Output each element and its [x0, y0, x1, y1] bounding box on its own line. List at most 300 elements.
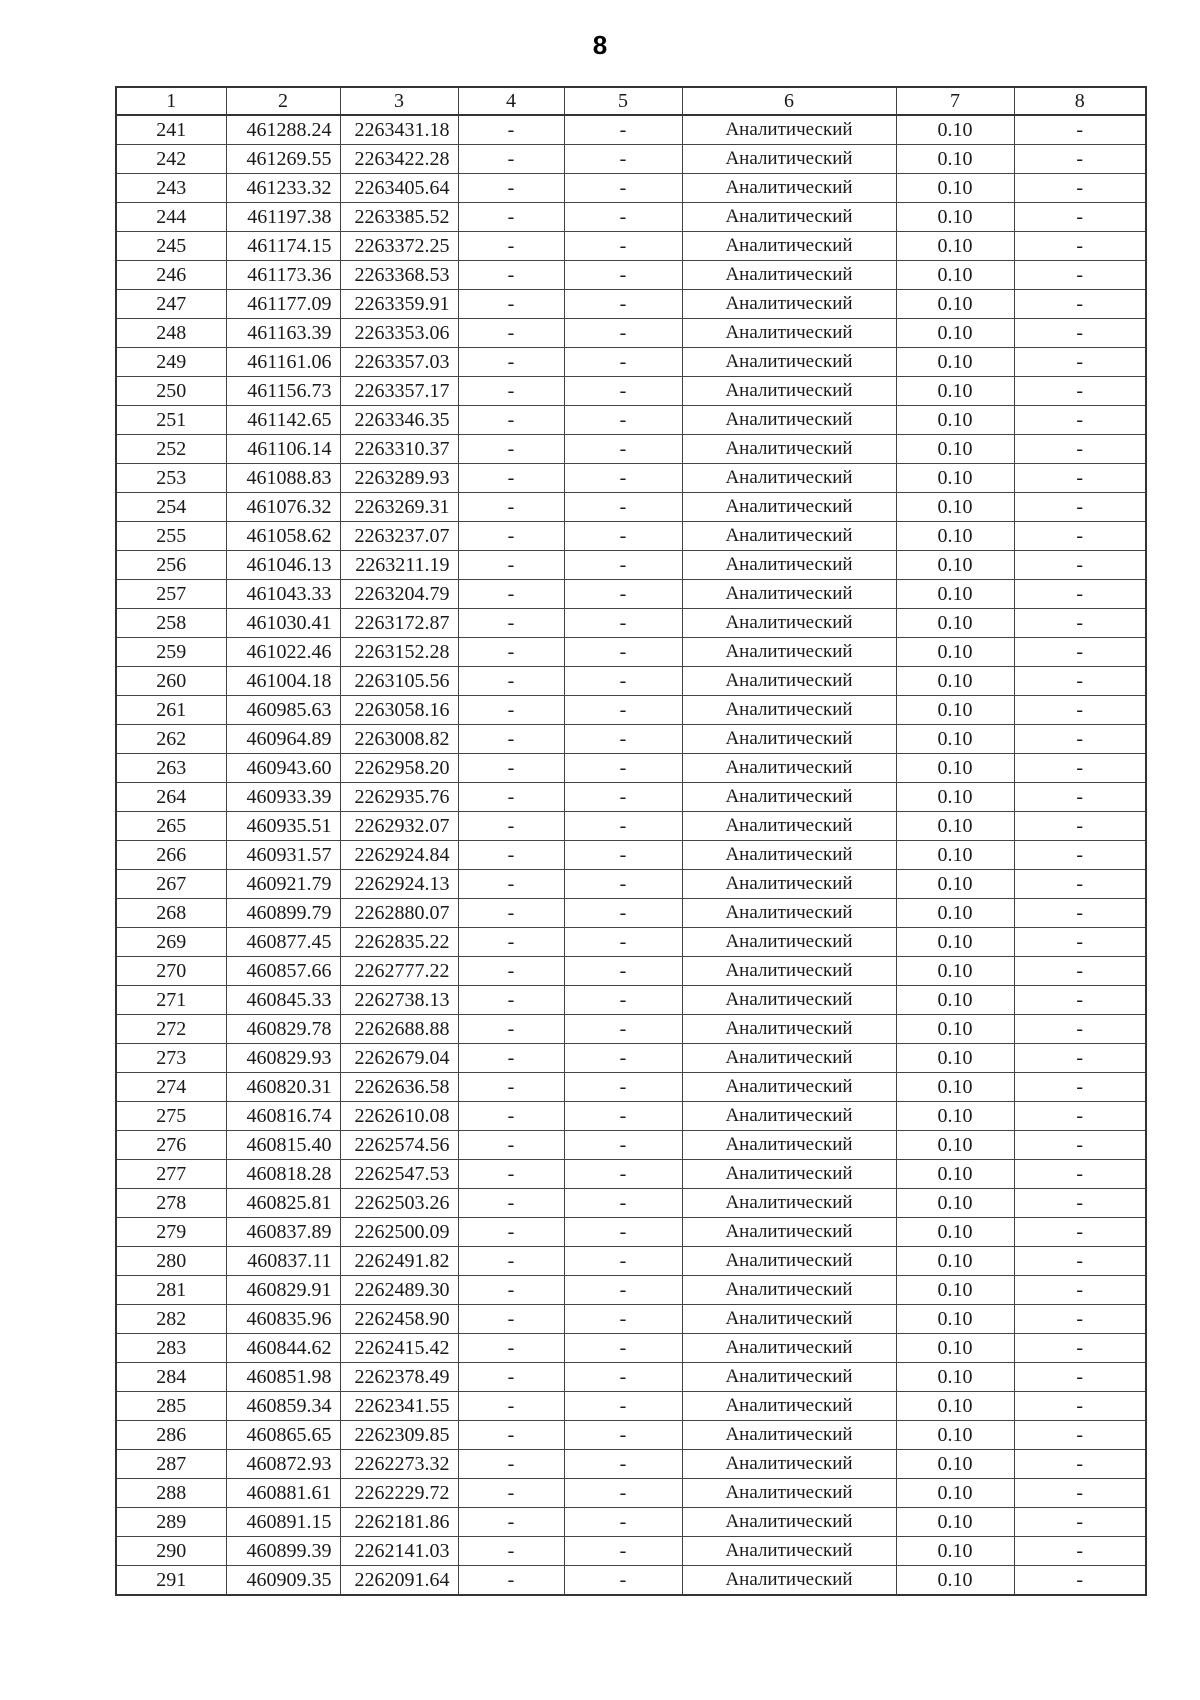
accuracy-cell: 0.10	[896, 609, 1014, 638]
table-row	[116, 783, 1146, 812]
column-4-cell: -	[458, 957, 564, 986]
column-4-cell: -	[458, 667, 564, 696]
y-coordinate-cell: 2263289.93	[340, 464, 458, 493]
column-4-cell: -	[458, 1160, 564, 1189]
column-8-cell: -	[1014, 1479, 1146, 1508]
accuracy-cell: 0.10	[896, 812, 1014, 841]
y-coordinate-cell: 2263346.35	[340, 406, 458, 435]
point-number-cell: 283	[116, 1334, 226, 1363]
table-row	[116, 1218, 1146, 1247]
method-cell: Аналитический	[682, 725, 896, 754]
table-row	[116, 957, 1146, 986]
column-4-cell: -	[458, 1247, 564, 1276]
column-4-cell: -	[458, 783, 564, 812]
accuracy-cell: 0.10	[896, 1073, 1014, 1102]
y-coordinate-cell: 2263353.06	[340, 319, 458, 348]
column-5-cell: -	[564, 1305, 682, 1334]
point-number-cell: 290	[116, 1537, 226, 1566]
column-5-cell: -	[564, 522, 682, 551]
y-coordinate-cell: 2262091.64	[340, 1566, 458, 1596]
column-5-cell: -	[564, 1247, 682, 1276]
table-row	[116, 493, 1146, 522]
point-number-cell: 264	[116, 783, 226, 812]
table-row	[116, 232, 1146, 261]
y-coordinate-cell: 2263422.28	[340, 145, 458, 174]
table-row	[116, 115, 1146, 145]
column-4-cell: -	[458, 1044, 564, 1073]
x-coordinate-cell: 460921.79	[226, 870, 340, 899]
column-8-cell: -	[1014, 174, 1146, 203]
column-8-cell: -	[1014, 232, 1146, 261]
point-number-cell: 269	[116, 928, 226, 957]
column-8-cell: -	[1014, 754, 1146, 783]
accuracy-cell: 0.10	[896, 725, 1014, 754]
y-coordinate-cell: 2263058.16	[340, 696, 458, 725]
x-coordinate-cell: 461173.36	[226, 261, 340, 290]
table-row	[116, 725, 1146, 754]
x-coordinate-cell: 460881.61	[226, 1479, 340, 1508]
column-8-cell: -	[1014, 464, 1146, 493]
column-5-cell: -	[564, 754, 682, 783]
method-cell: Аналитический	[682, 1392, 896, 1421]
column-5-cell: -	[564, 435, 682, 464]
method-cell: Аналитический	[682, 1044, 896, 1073]
method-cell: Аналитический	[682, 522, 896, 551]
accuracy-cell: 0.10	[896, 841, 1014, 870]
point-number-cell: 273	[116, 1044, 226, 1073]
y-coordinate-cell: 2262880.07	[340, 899, 458, 928]
accuracy-cell: 0.10	[896, 870, 1014, 899]
y-coordinate-cell: 2263237.07	[340, 522, 458, 551]
column-5-cell: -	[564, 841, 682, 870]
accuracy-cell: 0.10	[896, 377, 1014, 406]
table-row	[116, 754, 1146, 783]
column-4-cell: -	[458, 1189, 564, 1218]
x-coordinate-cell: 460935.51	[226, 812, 340, 841]
x-coordinate-cell: 460829.91	[226, 1276, 340, 1305]
column-8-cell: -	[1014, 870, 1146, 899]
method-cell: Аналитический	[682, 261, 896, 290]
column-5-cell: -	[564, 1218, 682, 1247]
method-cell: Аналитический	[682, 899, 896, 928]
y-coordinate-cell: 2262489.30	[340, 1276, 458, 1305]
y-coordinate-cell: 2262777.22	[340, 957, 458, 986]
column-5-cell: -	[564, 957, 682, 986]
point-number-cell: 256	[116, 551, 226, 580]
column-4-cell: -	[458, 406, 564, 435]
column-header: 3	[340, 87, 458, 115]
point-number-cell: 246	[116, 261, 226, 290]
column-8-cell: -	[1014, 725, 1146, 754]
column-5-cell: -	[564, 1131, 682, 1160]
column-5-cell: -	[564, 464, 682, 493]
y-coordinate-cell: 2262309.85	[340, 1421, 458, 1450]
column-4-cell: -	[458, 493, 564, 522]
x-coordinate-cell: 460820.31	[226, 1073, 340, 1102]
method-cell: Аналитический	[682, 696, 896, 725]
accuracy-cell: 0.10	[896, 1276, 1014, 1305]
column-4-cell: -	[458, 232, 564, 261]
point-number-cell: 258	[116, 609, 226, 638]
method-cell: Аналитический	[682, 1305, 896, 1334]
column-5-cell: -	[564, 319, 682, 348]
y-coordinate-cell: 2262500.09	[340, 1218, 458, 1247]
method-cell: Аналитический	[682, 493, 896, 522]
column-8-cell: -	[1014, 899, 1146, 928]
column-4-cell: -	[458, 1566, 564, 1596]
y-coordinate-cell: 2263269.31	[340, 493, 458, 522]
y-coordinate-cell: 2262679.04	[340, 1044, 458, 1073]
table-row	[116, 174, 1146, 203]
table-header	[116, 87, 1146, 115]
method-cell: Аналитический	[682, 812, 896, 841]
point-number-cell: 281	[116, 1276, 226, 1305]
accuracy-cell: 0.10	[896, 1131, 1014, 1160]
column-4-cell: -	[458, 1102, 564, 1131]
method-cell: Аналитический	[682, 1015, 896, 1044]
accuracy-cell: 0.10	[896, 493, 1014, 522]
y-coordinate-cell: 2262229.72	[340, 1479, 458, 1508]
point-number-cell: 291	[116, 1566, 226, 1596]
method-cell: Аналитический	[682, 1450, 896, 1479]
table-row	[116, 812, 1146, 841]
column-8-cell: -	[1014, 957, 1146, 986]
table-row	[116, 1276, 1146, 1305]
x-coordinate-cell: 461004.18	[226, 667, 340, 696]
point-number-cell: 266	[116, 841, 226, 870]
x-coordinate-cell: 460865.65	[226, 1421, 340, 1450]
column-5-cell: -	[564, 1363, 682, 1392]
x-coordinate-cell: 460815.40	[226, 1131, 340, 1160]
x-coordinate-cell: 460909.35	[226, 1566, 340, 1596]
accuracy-cell: 0.10	[896, 1102, 1014, 1131]
method-cell: Аналитический	[682, 203, 896, 232]
accuracy-cell: 0.10	[896, 1218, 1014, 1247]
column-header: 8	[1014, 87, 1146, 115]
table-row	[116, 1479, 1146, 1508]
column-4-cell: -	[458, 1392, 564, 1421]
point-number-cell: 261	[116, 696, 226, 725]
y-coordinate-cell: 2263372.25	[340, 232, 458, 261]
column-4-cell: -	[458, 928, 564, 957]
method-cell: Аналитический	[682, 348, 896, 377]
point-number-cell: 255	[116, 522, 226, 551]
column-8-cell: -	[1014, 986, 1146, 1015]
x-coordinate-cell: 460933.39	[226, 783, 340, 812]
table-row	[116, 1334, 1146, 1363]
column-8-cell: -	[1014, 203, 1146, 232]
accuracy-cell: 0.10	[896, 232, 1014, 261]
x-coordinate-cell: 461174.15	[226, 232, 340, 261]
y-coordinate-cell: 2262141.03	[340, 1537, 458, 1566]
column-8-cell: -	[1014, 696, 1146, 725]
column-4-cell: -	[458, 464, 564, 493]
column-5-cell: -	[564, 725, 682, 754]
method-cell: Аналитический	[682, 957, 896, 986]
column-4-cell: -	[458, 1508, 564, 1537]
y-coordinate-cell: 2263152.28	[340, 638, 458, 667]
column-4-cell: -	[458, 319, 564, 348]
column-8-cell: -	[1014, 1276, 1146, 1305]
table-body	[116, 115, 1146, 1595]
x-coordinate-cell: 460943.60	[226, 754, 340, 783]
y-coordinate-cell: 2262574.56	[340, 1131, 458, 1160]
table-row	[116, 1189, 1146, 1218]
column-5-cell: -	[564, 1537, 682, 1566]
accuracy-cell: 0.10	[896, 667, 1014, 696]
column-8-cell: -	[1014, 928, 1146, 957]
method-cell: Аналитический	[682, 1421, 896, 1450]
x-coordinate-cell: 461022.46	[226, 638, 340, 667]
y-coordinate-cell: 2262636.58	[340, 1073, 458, 1102]
column-5-cell: -	[564, 1392, 682, 1421]
x-coordinate-cell: 460899.39	[226, 1537, 340, 1566]
table-row	[116, 406, 1146, 435]
y-coordinate-cell: 2263357.17	[340, 377, 458, 406]
method-cell: Аналитический	[682, 464, 896, 493]
y-coordinate-cell: 2262932.07	[340, 812, 458, 841]
column-8-cell: -	[1014, 1131, 1146, 1160]
y-coordinate-cell: 2263357.03	[340, 348, 458, 377]
y-coordinate-cell: 2263204.79	[340, 580, 458, 609]
column-4-cell: -	[458, 870, 564, 899]
table-row	[116, 464, 1146, 493]
column-8-cell: -	[1014, 1189, 1146, 1218]
point-number-cell: 271	[116, 986, 226, 1015]
column-5-cell: -	[564, 928, 682, 957]
x-coordinate-cell: 461161.06	[226, 348, 340, 377]
x-coordinate-cell: 461288.24	[226, 115, 340, 145]
accuracy-cell: 0.10	[896, 638, 1014, 667]
x-coordinate-cell: 461076.32	[226, 493, 340, 522]
accuracy-cell: 0.10	[896, 580, 1014, 609]
column-4-cell: -	[458, 696, 564, 725]
x-coordinate-cell: 460964.89	[226, 725, 340, 754]
column-5-cell: -	[564, 1334, 682, 1363]
column-4-cell: -	[458, 725, 564, 754]
x-coordinate-cell: 460829.93	[226, 1044, 340, 1073]
column-8-cell: -	[1014, 841, 1146, 870]
column-4-cell: -	[458, 174, 564, 203]
table-row	[116, 638, 1146, 667]
column-4-cell: -	[458, 1218, 564, 1247]
table-row	[116, 435, 1146, 464]
column-4-cell: -	[458, 115, 564, 145]
accuracy-cell: 0.10	[896, 1189, 1014, 1218]
column-8-cell: -	[1014, 1450, 1146, 1479]
table-row	[116, 1305, 1146, 1334]
column-8-cell: -	[1014, 609, 1146, 638]
column-4-cell: -	[458, 145, 564, 174]
column-4-cell: -	[458, 522, 564, 551]
header-row	[116, 87, 1146, 115]
method-cell: Аналитический	[682, 232, 896, 261]
y-coordinate-cell: 2262547.53	[340, 1160, 458, 1189]
column-8-cell: -	[1014, 580, 1146, 609]
point-number-cell: 278	[116, 1189, 226, 1218]
table-row	[116, 986, 1146, 1015]
point-number-cell: 251	[116, 406, 226, 435]
accuracy-cell: 0.10	[896, 1305, 1014, 1334]
y-coordinate-cell: 2262924.84	[340, 841, 458, 870]
method-cell: Аналитический	[682, 290, 896, 319]
point-number-cell: 262	[116, 725, 226, 754]
column-8-cell: -	[1014, 319, 1146, 348]
x-coordinate-cell: 461163.39	[226, 319, 340, 348]
column-4-cell: -	[458, 1073, 564, 1102]
point-number-cell: 257	[116, 580, 226, 609]
point-number-cell: 289	[116, 1508, 226, 1537]
column-8-cell: -	[1014, 667, 1146, 696]
accuracy-cell: 0.10	[896, 551, 1014, 580]
coordinates-table	[115, 86, 1147, 1596]
method-cell: Аналитический	[682, 609, 896, 638]
x-coordinate-cell: 460835.96	[226, 1305, 340, 1334]
point-number-cell: 282	[116, 1305, 226, 1334]
y-coordinate-cell: 2263008.82	[340, 725, 458, 754]
column-8-cell: -	[1014, 377, 1146, 406]
column-4-cell: -	[458, 1305, 564, 1334]
table-row	[116, 1363, 1146, 1392]
accuracy-cell: 0.10	[896, 783, 1014, 812]
x-coordinate-cell: 460857.66	[226, 957, 340, 986]
point-number-cell: 247	[116, 290, 226, 319]
column-5-cell: -	[564, 1276, 682, 1305]
column-5-cell: -	[564, 290, 682, 319]
y-coordinate-cell: 2262688.88	[340, 1015, 458, 1044]
point-number-cell: 245	[116, 232, 226, 261]
point-number-cell: 263	[116, 754, 226, 783]
accuracy-cell: 0.10	[896, 290, 1014, 319]
point-number-cell: 274	[116, 1073, 226, 1102]
point-number-cell: 275	[116, 1102, 226, 1131]
accuracy-cell: 0.10	[896, 957, 1014, 986]
method-cell: Аналитический	[682, 551, 896, 580]
point-number-cell: 254	[116, 493, 226, 522]
method-cell: Аналитический	[682, 145, 896, 174]
x-coordinate-cell: 461046.13	[226, 551, 340, 580]
accuracy-cell: 0.10	[896, 1479, 1014, 1508]
accuracy-cell: 0.10	[896, 203, 1014, 232]
accuracy-cell: 0.10	[896, 1508, 1014, 1537]
accuracy-cell: 0.10	[896, 1421, 1014, 1450]
point-number-cell: 267	[116, 870, 226, 899]
point-number-cell: 270	[116, 957, 226, 986]
column-5-cell: -	[564, 1450, 682, 1479]
column-4-cell: -	[458, 1537, 564, 1566]
column-4-cell: -	[458, 754, 564, 783]
point-number-cell: 253	[116, 464, 226, 493]
column-8-cell: -	[1014, 812, 1146, 841]
column-5-cell: -	[564, 986, 682, 1015]
method-cell: Аналитический	[682, 1537, 896, 1566]
column-8-cell: -	[1014, 1421, 1146, 1450]
method-cell: Аналитический	[682, 319, 896, 348]
table-row	[116, 522, 1146, 551]
point-number-cell: 244	[116, 203, 226, 232]
column-header: 2	[226, 87, 340, 115]
accuracy-cell: 0.10	[896, 464, 1014, 493]
point-number-cell: 287	[116, 1450, 226, 1479]
point-number-cell: 241	[116, 115, 226, 145]
x-coordinate-cell: 461030.41	[226, 609, 340, 638]
column-header: 7	[896, 87, 1014, 115]
column-header: 4	[458, 87, 564, 115]
column-8-cell: -	[1014, 290, 1146, 319]
x-coordinate-cell: 460818.28	[226, 1160, 340, 1189]
point-number-cell: 279	[116, 1218, 226, 1247]
y-coordinate-cell: 2262458.90	[340, 1305, 458, 1334]
accuracy-cell: 0.10	[896, 1015, 1014, 1044]
page-number: 8	[592, 30, 608, 60]
x-coordinate-cell: 460829.78	[226, 1015, 340, 1044]
accuracy-cell: 0.10	[896, 1392, 1014, 1421]
column-5-cell: -	[564, 551, 682, 580]
column-4-cell: -	[458, 1015, 564, 1044]
column-5-cell: -	[564, 115, 682, 145]
x-coordinate-cell: 460844.62	[226, 1334, 340, 1363]
column-4-cell: -	[458, 377, 564, 406]
x-coordinate-cell: 460891.15	[226, 1508, 340, 1537]
method-cell: Аналитический	[682, 174, 896, 203]
method-cell: Аналитический	[682, 1189, 896, 1218]
column-8-cell: -	[1014, 783, 1146, 812]
method-cell: Аналитический	[682, 870, 896, 899]
column-header: 6	[682, 87, 896, 115]
table-row	[116, 319, 1146, 348]
column-4-cell: -	[458, 1479, 564, 1508]
point-number-cell: 286	[116, 1421, 226, 1450]
table-row	[116, 580, 1146, 609]
column-8-cell: -	[1014, 1218, 1146, 1247]
method-cell: Аналитический	[682, 1160, 896, 1189]
y-coordinate-cell: 2262341.55	[340, 1392, 458, 1421]
method-cell: Аналитический	[682, 986, 896, 1015]
column-4-cell: -	[458, 348, 564, 377]
column-5-cell: -	[564, 1479, 682, 1508]
table-row	[116, 1015, 1146, 1044]
table-row	[116, 1450, 1146, 1479]
x-coordinate-cell: 461058.62	[226, 522, 340, 551]
column-5-cell: -	[564, 261, 682, 290]
column-8-cell: -	[1014, 1334, 1146, 1363]
x-coordinate-cell: 460851.98	[226, 1363, 340, 1392]
point-number-cell: 249	[116, 348, 226, 377]
x-coordinate-cell: 460899.79	[226, 899, 340, 928]
point-number-cell: 243	[116, 174, 226, 203]
table-row	[116, 899, 1146, 928]
point-number-cell: 260	[116, 667, 226, 696]
table-row	[116, 1537, 1146, 1566]
column-5-cell: -	[564, 1160, 682, 1189]
y-coordinate-cell: 2262835.22	[340, 928, 458, 957]
y-coordinate-cell: 2262273.32	[340, 1450, 458, 1479]
column-4-cell: -	[458, 899, 564, 928]
accuracy-cell: 0.10	[896, 1160, 1014, 1189]
x-coordinate-cell: 461177.09	[226, 290, 340, 319]
column-4-cell: -	[458, 1363, 564, 1392]
column-5-cell: -	[564, 580, 682, 609]
y-coordinate-cell: 2262610.08	[340, 1102, 458, 1131]
y-coordinate-cell: 2262924.13	[340, 870, 458, 899]
column-5-cell: -	[564, 406, 682, 435]
column-5-cell: -	[564, 1508, 682, 1537]
method-cell: Аналитический	[682, 115, 896, 145]
method-cell: Аналитический	[682, 1276, 896, 1305]
column-5-cell: -	[564, 145, 682, 174]
column-8-cell: -	[1014, 115, 1146, 145]
method-cell: Аналитический	[682, 1073, 896, 1102]
